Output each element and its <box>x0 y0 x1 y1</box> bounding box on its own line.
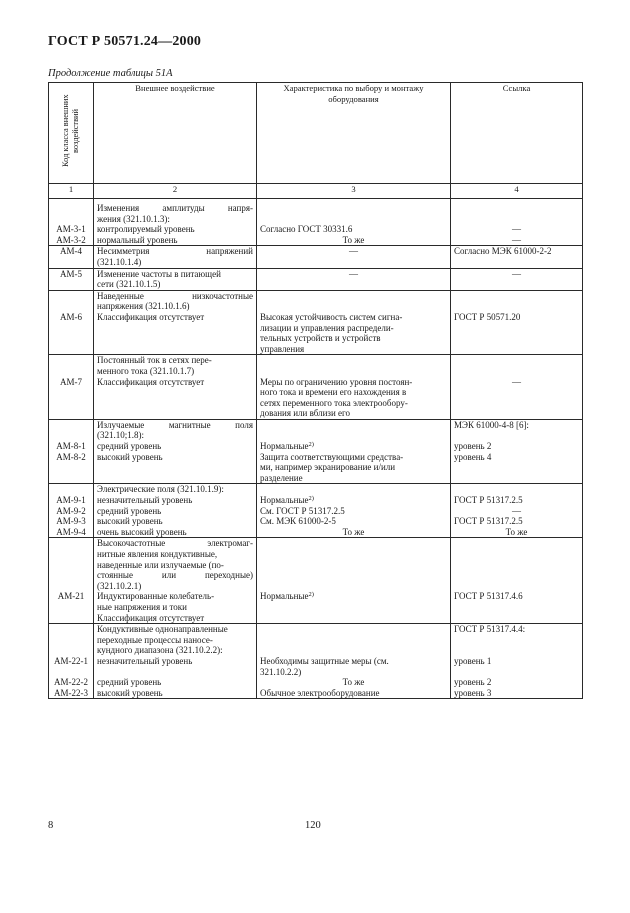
table-row-am9: АМ-9-1 АМ-9-2 АМ-9-3 АМ-9-4 Электрические поля (321.10.1.9): незначительный уровень средний уровень высокий уровень очень высокий уровень Нормальные$^{2)}$ См. ГОСТ Р 51317.2.5 См. МЭК 61000-2-5 То же ГОСТ Р 51317.2.5 — ГОСТ Р 51317.2.5 То же <box>49 484 583 538</box>
table-row-am3: АМ-3-1 АМ-3-2 Изменения амплитуды напря- жения (321.10.1.3): контролируемый уровень нормальный уровень Согласно ГОСТ 30331.6 То же — — <box>49 199 583 246</box>
col-header-characteristic: Характеристика по выбору и монтажу оборудования <box>257 83 451 184</box>
climate-influence-table <box>48 82 583 699</box>
page-number: 120 <box>305 820 321 831</box>
col-header-influence: Внешнее воздействие <box>94 83 257 184</box>
table-row-am7: АМ-7 Постоянный ток в сетях пере- менного тока (321.10.1.7) Классификация отсутствует Меры по ограничению уровня постоян- ного тока и времени его нахождения в сетях переменного тока электрообору- дования или вблизи его — <box>49 355 583 420</box>
table-row-am8: АМ-8-1 АМ-8-2 Излучаемые магнитные поля (321.10;1.8): средний уровень высокий уровень Нормальные$^{2)}$ Защита соответствующими средства- ми, например экранирование и/или разделение МЭК 61000-4-8 [6]: уровень 2 уровень 4 <box>49 419 583 484</box>
footer-left-number: 8 <box>48 820 54 831</box>
col-header-reference: Ссылка <box>451 83 583 184</box>
table-caption: Продолжение таблицы 51А <box>48 68 173 79</box>
table-row-am21: АМ-21 Высокочастотные электромаг- нитные явления кондуктивные, наведенные или излучаемые (по- стоянные или переходные) (321.10.2.1) Индуктированные колебатель- ные напряжения и токи Классификация отсутствует Нормальные$^{2)}$ ГОСТ Р 51317.4.6 <box>49 538 583 624</box>
table-row-am5: АМ-5 Изменение частоты в питающей сети (321.10.1.5) — — <box>49 268 583 290</box>
table-row-am6: АМ-6 Наведенные низкочастотные напряжения (321.10.1.6) Классификация отсутствует Высокая устойчивость систем сигна- лизации и управления распредели- тельных устройств и устройств управления ГОСТ Р 50571.20 <box>49 290 583 355</box>
col-header-code: Код класса внешних воздействий <box>49 83 94 184</box>
table-header-row <box>49 83 583 184</box>
document-title: ГОСТ Р 50571.24—2000 <box>48 34 202 49</box>
table-row-am22: АМ-22-1 АМ-22-2 АМ-22-3 Кондуктивные однонаправленные переходные процессы наносе- кундного диапазона (321.10.2.2): незначительный уровень средний уровень высокий уровень Необходимы защитные меры (см. 321.10.2.2) То же Обычное электрооборудование ГОСТ Р 51317.4.4: уровень 1 уровень 2 уровень 3 <box>49 624 583 699</box>
table-row-am4: АМ-4 Несимметрия напряжений (321.10.1.4) — Согласно МЭК 61000-2-2 <box>49 246 583 268</box>
column-number-row: 1 2 3 4 <box>49 184 583 199</box>
